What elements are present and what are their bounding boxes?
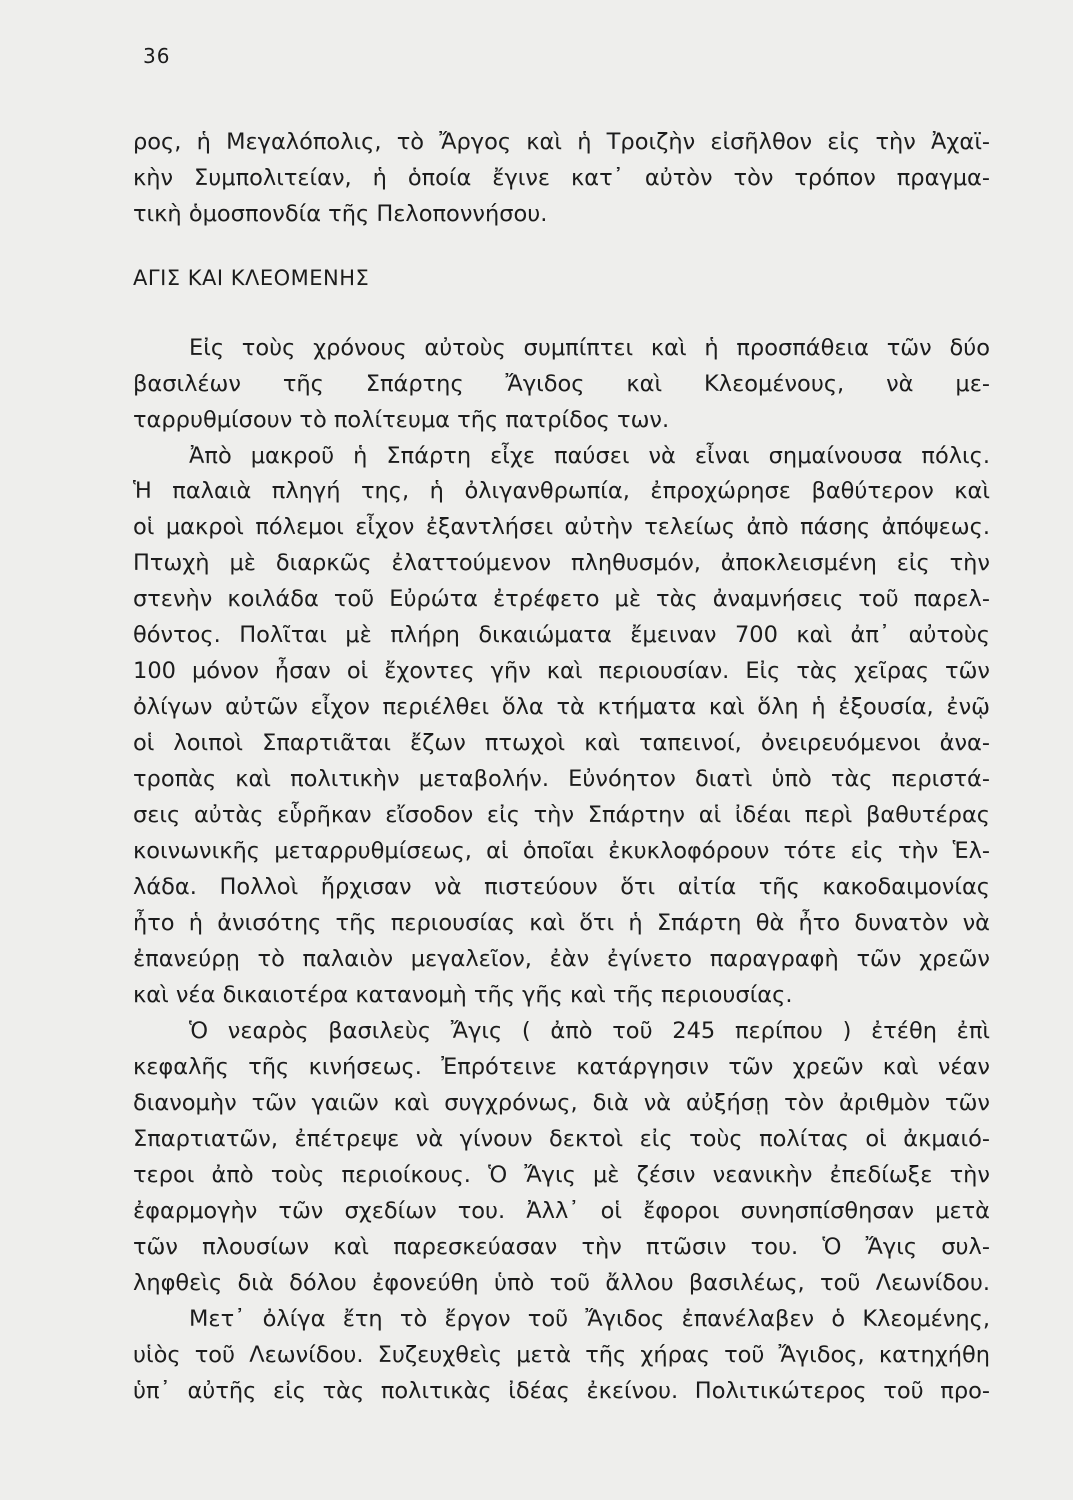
- text-line: θόντος. Πολῖται μὲ πλήρη δικαιώματα ἔμειναν 700 καὶ ἀπ᾿ αὐτοὺς: [133, 622, 990, 648]
- text-line: ληφθεὶς διὰ δόλου ἐφονεύθη ὑπὸ τοῦ ἄλλου βασιλέως, τοῦ Λεωνίδου.: [133, 1270, 990, 1296]
- text-line: ὑπ᾿ αὐτῆς εἰς τὰς πολιτικὰς ἰδέας ἐκείνου. Πολιτικώτερος τοῦ προ-: [133, 1378, 990, 1404]
- text-line: στενὴν κοιλάδα τοῦ Εὐρώτα ἐτρέφετο μὲ τὰς ἀναμνήσεις τοῦ παρελ-: [133, 586, 990, 612]
- text-line: ἐφαρμογὴν τῶν σχεδίων του. Ἀλλ᾿ οἱ ἔφοροι συνησπίσθησαν μετὰ: [133, 1198, 990, 1224]
- text-line: κοινωνικῆς μεταρρυθμίσεως, αἱ ὁποῖαι ἐκυκλοφόρουν τότε εἰς τὴν Ἑλ-: [133, 838, 990, 864]
- text-line: τῶν πλουσίων καὶ παρεσκεύασαν τὴν πτῶσιν του. Ὁ Ἄγις συλ-: [133, 1234, 990, 1260]
- text-line: Ἡ παλαιὰ πληγή της, ἡ ὀλιγανθρωπία, ἐπροχώρησε βαθύτερον καὶ: [133, 478, 990, 504]
- text-line: σεις αὐτὰς εὗρῆκαν εἴσοδον εἰς τὴν Σπάρτην αἱ ἰδέαι περὶ βαθυτέρας: [133, 802, 990, 828]
- section-heading: ΑΓΙΣ ΚΑΙ ΚΛΕΟΜΕΝΗΣ: [133, 266, 370, 290]
- text-line: καὶ νέα δικαιοτέρα κατανομὴ τῆς γῆς καὶ τῆς περιουσίας.: [133, 982, 793, 1008]
- text-line: βασιλέων τῆς Σπάρτης Ἄγιδος καὶ Κλεομένους, νὰ με-: [133, 371, 990, 397]
- text-line: Σπαρτιατῶν, ἐπέτρεψε νὰ γίνουν δεκτοὶ εἰς τοὺς πολίτας οἱ ἀκμαιό-: [133, 1126, 990, 1152]
- text-line: 100 μόνον ἦσαν οἱ ἔχοντες γῆν καὶ περιουσίαν. Εἰς τὰς χεῖρας τῶν: [133, 658, 990, 684]
- text-line: Πτωχὴ μὲ διαρκῶς ἐλαττούμενον πληθυσμόν, ἀποκλεισμένη εἰς τὴν: [133, 550, 990, 576]
- text-line: τικὴ ὁμοσπονδία τῆς Πελοποννήσου.: [133, 201, 548, 227]
- text-line: ταρρυθμίσουν τὸ πολίτευμα τῆς πατρίδος των.: [133, 407, 670, 433]
- text-line: οἱ λοιποὶ Σπαρτιᾶται ἔζων πτωχοὶ καὶ ταπεινοί, ὀνειρευόμενοι ἀνα-: [133, 730, 990, 756]
- text-line: ἦτο ἡ ἀνισότης τῆς περιουσίας καὶ ὅτι ἡ Σπάρτη θὰ ἦτο δυνατὸν νὰ: [133, 910, 990, 936]
- text-line: τεροι ἀπὸ τοὺς περιοίκους. Ὁ Ἄγις μὲ ζέσιν νεανικὴν ἐπεδίωξε τὴν: [133, 1162, 990, 1188]
- text-line: Μετ᾿ ὀλίγα ἔτη τὸ ἔργον τοῦ Ἄγιδος ἐπανέλαβεν ὁ Κλεομένης,: [189, 1306, 990, 1332]
- text-line: κὴν Συμπολιτείαν, ἡ ὁποία ἔγινε κατ᾿ αὐτὸν τὸν τρόπον πραγμα-: [133, 165, 990, 191]
- text-line: Εἰς τοὺς χρόνους αὐτοὺς συμπίπτει καὶ ἡ προσπάθεια τῶν δύο: [189, 335, 990, 361]
- text-line: λάδα. Πολλοὶ ἤρχισαν νὰ πιστεύουν ὅτι αἰτία τῆς κακοδαιμονίας: [133, 874, 990, 900]
- text-line: κεφαλῆς τῆς κινήσεως. Ἐπρότεινε κατάργησιν τῶν χρεῶν καὶ νέαν: [133, 1054, 990, 1080]
- text-line: διανομὴν τῶν γαιῶν καὶ συγχρόνως, διὰ νὰ αὐξήσῃ τὸν ἀριθμὸν τῶν: [133, 1090, 990, 1116]
- text-line: ρος, ἡ Μεγαλόπολις, τὸ Ἄργος καὶ ἡ Τροιζὴν εἰσῆλθον εἰς τὴν Ἀχαϊ-: [133, 129, 990, 155]
- text-line: Ἀπὸ μακροῦ ἡ Σπάρτη εἶχε παύσει νὰ εἶναι σημαίνουσα πόλις.: [189, 443, 990, 469]
- text-line: ὀλίγων αὐτῶν εἶχον περιέλθει ὅλα τὰ κτήματα καὶ ὅλη ἡ ἐξουσία, ἐνῷ: [133, 694, 990, 720]
- text-line: Ὁ νεαρὸς βασιλεὺς Ἄγις ( ἀπὸ τοῦ 245 περίπου ) ἐτέθη ἐπὶ: [189, 1018, 990, 1044]
- text-line: οἱ μακροὶ πόλεμοι εἶχον ἐξαντλήσει αὐτὴν τελείως ἀπὸ πάσης ἀπόψεως.: [133, 514, 990, 540]
- page-number: 36: [143, 44, 171, 68]
- text-line: τροπὰς καὶ πολιτικὴν μεταβολήν. Εὐνόητον διατὶ ὑπὸ τὰς περιστά-: [133, 766, 990, 792]
- text-line: υἱὸς τοῦ Λεωνίδου. Συζευχθεὶς μετὰ τῆς χήρας τοῦ Ἄγιδος, κατηχήθη: [133, 1342, 990, 1368]
- text-line: ἐπανεύρῃ τὸ παλαιὸν μεγαλεῖον, ἐὰν ἐγίνετο παραγραφὴ τῶν χρεῶν: [133, 946, 990, 972]
